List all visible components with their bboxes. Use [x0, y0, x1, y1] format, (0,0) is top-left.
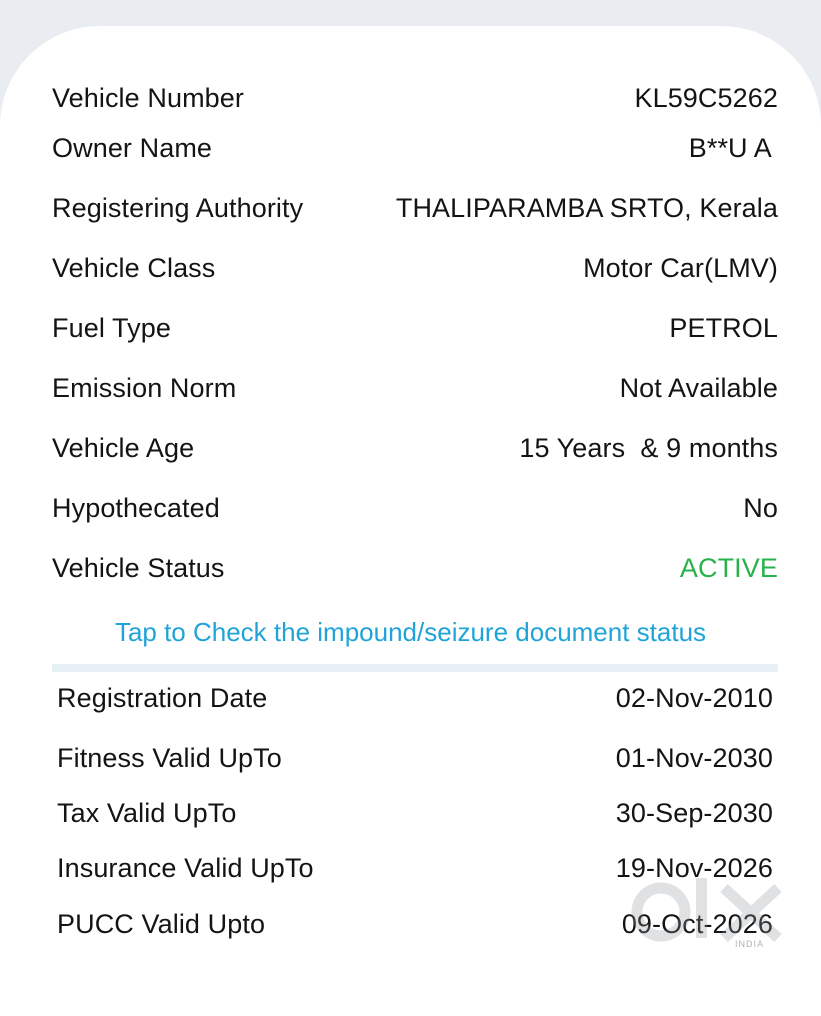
vehicle-age-value: 15 Years & 9 months [519, 432, 778, 463]
vehicle-status-row [52, 548, 778, 588]
hypothecated-value: No [743, 492, 778, 523]
vehicle-age-label: Vehicle Age [52, 432, 195, 463]
vehicle-class-value: Motor Car(LMV) [583, 252, 778, 283]
tax-valid-label: Tax Valid UpTo [57, 797, 237, 828]
owner-name-value: B**U A [688, 132, 778, 163]
registering-authority-row [52, 188, 778, 228]
owner-name-row [52, 128, 778, 168]
registering-authority-label: Registering Authority [52, 192, 304, 223]
insurance-valid-value: 19-Nov-2026 [615, 852, 773, 883]
registering-authority-value: THALIPARAMBA SRTO, Kerala [395, 192, 778, 223]
vehicle-class-row [52, 248, 778, 288]
insurance-valid-label: Insurance Valid UpTo [57, 852, 314, 883]
pucc-valid-row [57, 904, 773, 944]
emission-norm-row [52, 368, 778, 408]
fuel-type-value: PETROL [669, 312, 778, 343]
owner-name-label: Owner Name [52, 132, 213, 163]
registration-date-value: 02-Nov-2010 [615, 682, 773, 713]
vehicle-status-badge: ACTIVE [679, 552, 778, 583]
fitness-valid-label: Fitness Valid UpTo [57, 742, 282, 773]
impound-status-link[interactable]: Tap to Check the impound/seizure document status [114, 617, 707, 647]
vehicle-status-label: Vehicle Status [52, 552, 225, 583]
registration-date-label: Registration Date [57, 682, 268, 713]
fuel-type-row [52, 308, 778, 348]
fitness-valid-value: 01-Nov-2030 [615, 742, 773, 773]
vehicle-age-row [52, 428, 778, 468]
vehicle-class-label: Vehicle Class [52, 252, 216, 283]
tax-valid-value: 30-Sep-2030 [615, 797, 773, 828]
vehicle-number-value: KL59C5262 [634, 82, 778, 113]
pucc-valid-label: PUCC Valid Upto [57, 908, 266, 939]
emission-norm-value: Not Available [619, 372, 778, 403]
fuel-type-label: Fuel Type [52, 312, 171, 343]
fitness-valid-row [57, 738, 773, 778]
vehicle-number-row [52, 78, 778, 118]
section-divider [52, 664, 778, 672]
registration-date-row [57, 678, 773, 718]
insurance-valid-row [57, 848, 773, 888]
pucc-valid-value: 09-Oct-2026 [621, 908, 773, 939]
hypothecated-label: Hypothecated [52, 492, 220, 523]
tax-valid-row [57, 793, 773, 833]
emission-norm-label: Emission Norm [52, 372, 237, 403]
olx-watermark-subtext: INDIA [735, 939, 765, 949]
hypothecated-row [52, 488, 778, 528]
vehicle-number-label: Vehicle Number [52, 82, 244, 113]
